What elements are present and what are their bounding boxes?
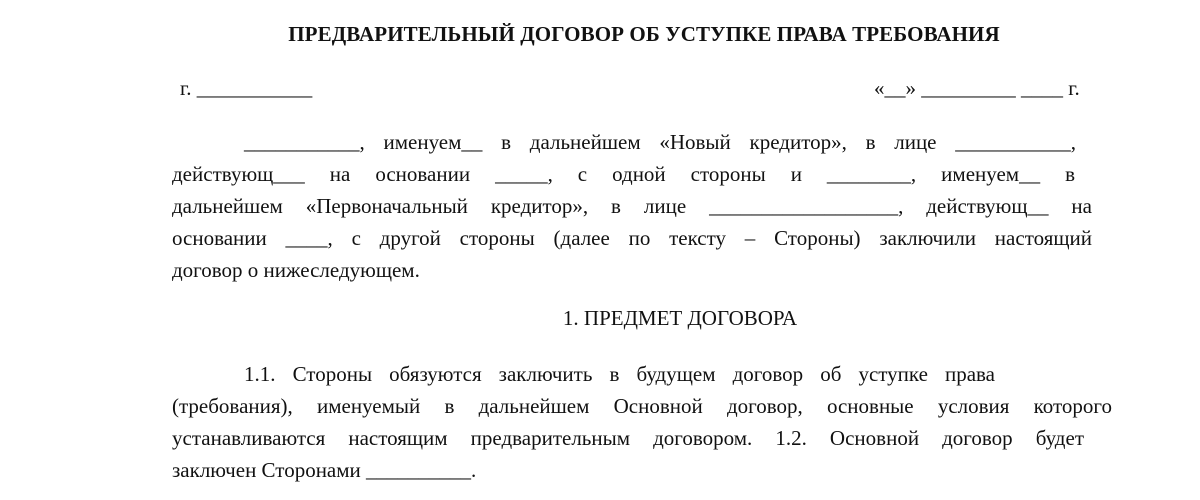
- city-field: г. ___________: [180, 76, 313, 100]
- preamble-line: основании ____, с другой стороны (далее по тексту – Стороны) заключили настоящий: [172, 226, 1092, 250]
- section-line: устанавливаются настоящим предварительным договором. 1.2. Основной договор будет: [172, 426, 1084, 450]
- contract-title: ПРЕДВАРИТЕЛЬНЫЙ ДОГОВОР ОБ УСТУПКЕ ПРАВА ТРЕБОВАНИЯ: [288, 22, 1000, 46]
- date-field: «__» _________ ____ г.: [874, 76, 1080, 100]
- preamble-line: договор о нижеследующем.: [172, 258, 420, 282]
- section-heading: 1. ПРЕДМЕТ ДОГОВОРА: [562, 306, 798, 330]
- section-line: 1.1. Стороны обязуются заключить в будущем договор об уступке права: [244, 362, 995, 386]
- preamble-line: ___________, именуем__ в дальнейшем «Новый кредитор», в лице ___________,: [244, 130, 1076, 154]
- preamble-line: дальнейшем «Первоначальный кредитор», в лице __________________, действующ__ на: [172, 194, 1092, 218]
- section-line: (требования), именуемый в дальнейшем Основной договор, основные условия которого: [172, 394, 1112, 418]
- preamble-line: действующ___ на основании _____, с одной стороны и ________, именуем__ в: [172, 162, 1075, 186]
- section-line: заключен Сторонами __________.: [172, 458, 477, 482]
